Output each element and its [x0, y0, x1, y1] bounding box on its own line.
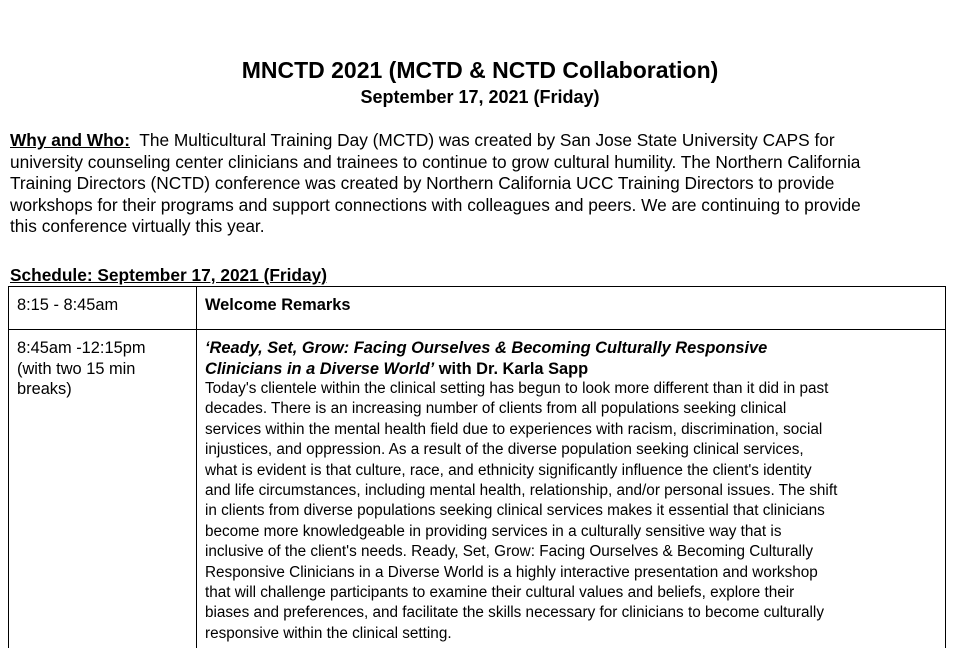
session-cell — [197, 330, 946, 649]
table-row — [9, 287, 946, 330]
intro-line-3: Training Directors (NCTD) conference was created by Northern California UCC Training Directors to provide — [10, 173, 835, 193]
intro-paragraph — [10, 130, 960, 238]
time-cell: 8:15 - 8:45am — [9, 287, 197, 330]
intro-line-2: university counseling center clinicians and trainees to continue to grow cultural humility. The Northern California — [10, 151, 861, 172]
intro-line-5: this conference virtually this year. — [10, 216, 265, 236]
time-cell: 8:45am -12:15pm (with two 15 min breaks) — [9, 330, 197, 649]
session-title: Welcome Remarks — [197, 287, 946, 330]
intro-label: Why and Who: — [10, 130, 130, 150]
intro-line-4: workshops for their programs and support connections with colleagues and peers. We are continuing to provide — [10, 194, 861, 215]
event-date: September 17, 2021 (Friday) — [360, 87, 600, 107]
schedule-table — [8, 286, 946, 648]
session-description: Today's clientele within the clinical setting has begun to look more different than it did in past decades. There is an increasing number of clients from all populations seeking clinical services within the mental health field due to experiences with racism, discrimination, social injustices, and oppression. As a result of the diverse population seeking clinical services, what is evident is that culture, race, and ethnicity significantly influence the client's identity and life circumstances, including mental health, relationship, and/or personal issues. The shift in clients from diverse populations seeking clinical services makes it essential that clinicians become more knowledgeable in providing services in a culturally sensitive way that is inclusive of the client's needs. Ready, Set, Grow: Facing Ourselves & Becoming Culturally Responsive Clinicians in a Diverse World is a highly interactive presentation and workshop that will challenge participants to examine their cultural values and beliefs, explore their biases and preferences, and facilitate the skills necessary for clinicians to become culturally responsive within the clinical setting. — [205, 380, 838, 642]
intro-line-1: Why and Who: The Multicultural Training Day (MCTD) was created by San Jose State University CAPS for — [10, 130, 835, 150]
schedule-heading: Schedule: September 17, 2021 (Friday) — [10, 265, 327, 285]
document-title: MNCTD 2021 (MCTD & NCTD Collaboration) — [241, 57, 719, 83]
session-title: ‘Ready, Set, Grow: Facing Ourselves & Becoming Culturally Responsive Clinicians in a Diverse World’ with Dr. Karla Sapp — [205, 339, 768, 378]
table-row — [9, 330, 946, 649]
